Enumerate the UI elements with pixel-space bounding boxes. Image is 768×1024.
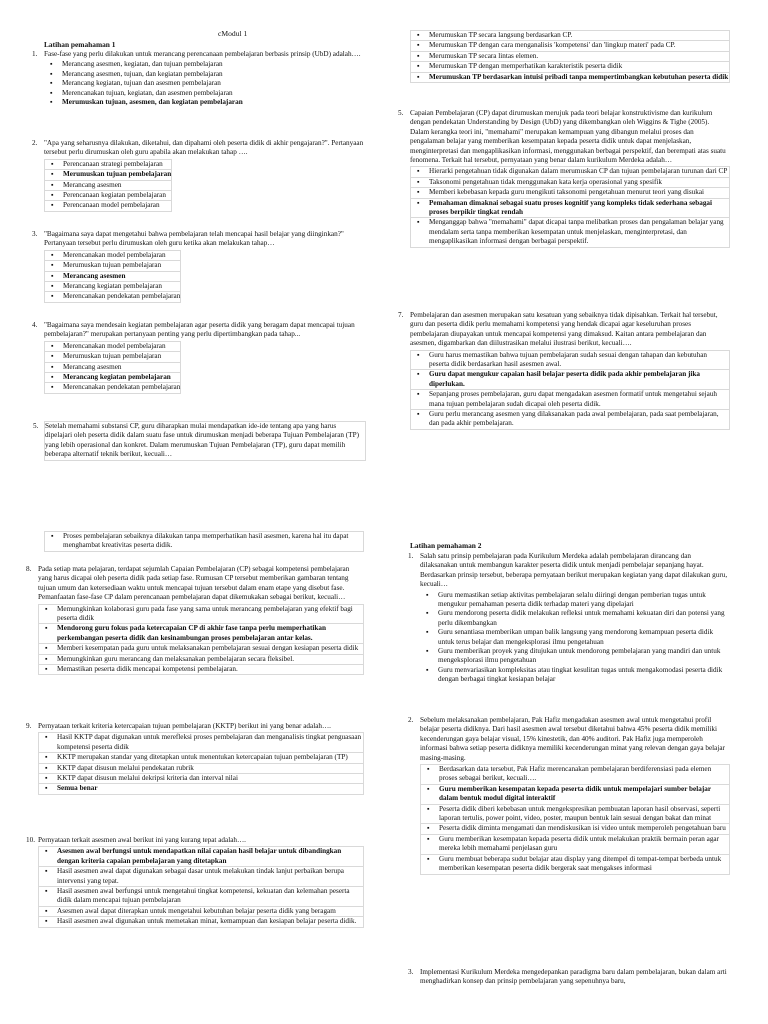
question-text: Pada setiap mata pelajaran, terdapat sejumlah Capaian Pembelajaran (CP) sebagai kompetensi pembelajaran yang harus dicapai oleh peserta didik pada setiap fase. Rumusan CP tersebut memberikan gambaran tentang tujuan umum dan ketersediaan waktu untuk mencapai tujuan tersebut dalam enam etape yang disebut fase. Pemanfaatan fase-fase CP dalam perencanaan pembelajaran dapat dikemukakan sebagai berikut, kecuali… <box>38 565 350 602</box>
option-list <box>44 341 181 394</box>
option-item: ▪ Guru menvariasikan kompleksitas atau tingkat kesulitan tugas untuk mengakomodasi peserta didik dengan berbagai tingkat kesiapan belajar <box>420 666 730 685</box>
option-item: ▪ Merancang asesmen <box>44 362 181 372</box>
question-2 <box>32 139 364 212</box>
question-number: 3. <box>32 230 38 238</box>
option-item: ▪ Merencanakan pendekatan pembelajaran <box>44 382 181 393</box>
option-item: ▪ Perencanaan model pembelajaran <box>44 200 172 211</box>
question-text: Setelah memahami substansi CP, guru diharapkan mulai mendapatkan ide-ide tentang apa yang harus dipelajari oleh peserta didik dalam suatu fase untuk dirumuskan menjadi beberapa Tujuan Pembelajaran (TP) yang lebih operasional dan konkret. Dalam merumuskan Tujuan Pembelajaran (TP), guru dapat memilih beberapa alternatif teknik berikut, kecuali… <box>45 422 359 459</box>
question-number: 4. <box>32 321 38 329</box>
option-item: ▪ Memungkinkan kolaborasi guru pada fase yang sama untuk merancang pembelajaran yang efektif bagi peserta didik <box>38 604 364 624</box>
option-list <box>44 250 181 303</box>
option-item: ▪ Guru membuat beberapa sudut belajar atau display yang ditempel di tempat-tempat berbeda untuk memberikan kesempatan peserta didik bergerak saat mengakses informasi <box>420 854 730 875</box>
option-item: ▪ Hasil asesmen awal berfungsi untuk mengetahui tingkat kompetensi, kekuatan dan kelemahan peserta didik dalam mencapai tujuan pembelajaran <box>38 886 364 906</box>
question-number: 9. <box>26 722 32 730</box>
option-item: ▪ Merancang asesmen, kegiatan, dan tujuan pembelajaran <box>44 60 364 69</box>
question-number: 5. <box>33 422 39 430</box>
option-item: ▪ Guru dapat mengukur capaian hasil belajar peserta didik pada akhir pembelajaran jika diperlukan. <box>410 369 730 389</box>
option-item: ▪ Merancang asesmen <box>44 180 172 190</box>
option-item: ▪ Merumuskan TP dengan cara menganalisis 'kompetensi' dan 'lingkup materi' pada CP. <box>410 40 730 50</box>
section-heading-latihan-1: Latihan pemahaman 1 <box>44 40 116 49</box>
question-5a-options <box>410 29 730 83</box>
option-item: ▪ Guru perlu merancang asesmen yang dilaksanakan pada awal pembelajaran, pada saat pembelajaran, dan pada akhir pembelajaran. <box>410 409 730 430</box>
option-item: ▪ KKTP dapat disusun melalui dekripsi kriteria dan interval nilai <box>38 773 364 783</box>
option-list <box>410 30 730 83</box>
question-1 <box>32 50 364 107</box>
question-number: 2. <box>408 716 414 724</box>
question-text: "Bagaimana saya mendesain kegiatan pembelajaran agar peserta didik yang beragam dapat mencapai tujuan pembelajaran?" merupakan pertanyaan penting yang perlu dipertimbangkan pada tahap... <box>44 321 355 339</box>
option-item: ▪ KKTP merupakan standar yang ditetapkan untuk menentukan ketercapaian tujuan pembelajaran (TP) <box>38 752 364 762</box>
question-text: "Apa yang seharusnya dilakukan, diketahui, dan dipahami oleh peserta didik di akhir pengajaran?". Pertanyaan tersebut perlu dirumuskan oleh guru apabila akan melakukan tahap …. <box>44 139 364 157</box>
option-list <box>38 604 364 676</box>
option-item: ▪ Merumuskan TP secara langsung berdasarkan CP. <box>410 30 730 40</box>
option-item: ▪ Peserta didik diminta mengamati dan mendiskusikan isi video untuk memperoleh pengetahuan baru <box>420 823 730 833</box>
option-item: ▪ Memberi kebebasan kepada guru mengikuti taksonomi pengetahuan menurut teori yang disukai <box>410 187 730 197</box>
question-4 <box>32 321 364 394</box>
option-item: ▪ Merencanakan model pembelajaran <box>44 341 181 351</box>
option-item: ▪ Merancang asesmen <box>44 271 181 281</box>
option-list <box>38 846 364 927</box>
question-text: Capaian Pembelajaran (CP) dapat dirumuskan merujuk pada teori belajar konstruktivisme dan kurikulum dengan pendekatan Understanding by Design (UbD) yang dikembangkan oleh Wiggins & Tighe (2005). Dalam kerangka teori ini, "memahami" merupakan kemampuan yang dibangun melalui proses dan pengalaman belajar yang memberikan kesempatan kepada peserta didik untuk dapat menjelaskan, menginterpretasi dan mengaplikasikan informasi, menggunakan berbagai perspektif, dan berempati atas suatu fenomena. Terkait hal tersebut, pernyataan yang benar dalam kurikulum Merdeka adalah… <box>410 109 726 165</box>
option-item: ▪ Peserta didik diberi kebebasan untuk mengekspresikan pembuatan laporan hasil observasi, seperti laporan tertulis, power point, video, poster, maupun bentuk lain sesuai dengan bakat dan minat <box>420 804 730 824</box>
question-8 <box>26 565 364 675</box>
option-list <box>44 159 172 212</box>
option-item: ▪ Merancang kegiatan, tujuan dan asesmen pembelajaran <box>44 79 364 88</box>
option-item: ▪ Berdasarkan data tersebut, Pak Hafiz merencanakan pembelajaran berdiferensiasi pada elemen proses sebagai berikut, kecuali…. <box>420 764 730 784</box>
option-list <box>410 350 730 430</box>
document-title: cModul 1 <box>218 29 248 38</box>
option-item: ▪ Menganggap bahwa "memahami" dapat dicapai tanpa melibatkan proses dan pengalaman belajar yang mendalam serta tanpa memberikan kesempatan untuk menjelaskan, menginterpretasi, dan mengaplikasikan informasi dengan berbagai perspektif. <box>410 217 730 247</box>
option-item: ▪ Guru memberikan kesempatan kepada peserta didik untuk mempelajari sumber belajar dalam bentuk modul digital interaktif <box>420 784 730 804</box>
option-item: ▪ KKTP dapat disusun melalui pendekatan rubrik <box>38 763 364 773</box>
option-item: ▪ Merencanakan pendekatan pembelajaran <box>44 291 181 302</box>
option-list <box>44 531 364 552</box>
question-text: Sebelum melaksanakan pembelajaran, Pak Hafiz mengadakan asesmen awal untuk mengetahui profil belajar peserta didiknya. Dari hasil asesmen awal tersebut diketahui bahwa 45% peserta didik memiliki kecenderungan gaya belajar visual, 15% kinestetik, dan 40% auditori. Pak Hafiz juga memperoleh informasi bahwa setiap peserta didiknya memiliki kecenderungan minat yang relevan dengan gaya belajar masing-masing. <box>420 716 725 762</box>
option-item: ▪ Guru memastikan setiap aktivitas pembelajaran selalu diiringi dengan pemberian tugas untuk mengukur pemahaman peserta didik terhadap materi yang dipelajari <box>420 591 730 610</box>
option-item: ▪ Guru harus memastikan bahwa tujuan pembelajaran sudah sesuai dengan tahapan dan kebutuhan peserta didik berdasarkan hasil asesmen awal. <box>410 350 730 370</box>
question-number: 2. <box>32 139 38 147</box>
option-item: ▪ Merancang kegiatan pembelajaran <box>44 281 181 291</box>
option-item: ▪ Merencanakan model pembelajaran <box>44 250 181 260</box>
option-item: ▪ Merumuskan tujuan pembelajaran <box>44 169 172 179</box>
option-item: ▪ Sepanjang proses pembelajaran, guru dapat mengadakan asesmen formatif untuk mengetahui sejauh mana tujuan pembelajaran sudah dicapai oleh peserta didik. <box>410 389 730 409</box>
option-list <box>410 166 730 247</box>
option-item: ▪ Guru senantiasa memberikan umpan balik langsung yang mendorong kemampuan peserta didik untuk terus belajar dan mengeksplorasi ilmu pengetahuan <box>420 628 730 647</box>
question-number: 1. <box>32 50 38 58</box>
question-number: 5. <box>398 109 404 117</box>
option-list <box>38 732 364 794</box>
option-list <box>420 764 730 874</box>
question-9 <box>26 722 364 795</box>
question-text: Salah satu prinsip pembelajaran pada Kurikulum Merdeka adalah pembelajaran dirancang dan dilaksanakan untuk membangun karakter peserta didik untuk menjadi pembelajar sepanjang hayat. Berdasarkan prinsip tersebut, beberapa pernyataan berikut merupakan kegiatan yang dapat dilakukan guru, kecuali… <box>420 552 728 589</box>
option-item: ▪ Memastikan peserta didik mencapai kompetensi pembelajaran. <box>38 664 364 675</box>
option-item: ▪ Guru memberikan proyek yang ditujukan untuk mendorong pembelajaran yang mandiri dan untuk mengeksplorasi ilmu pengetahuan <box>420 647 730 666</box>
question-number: 10. <box>26 836 35 844</box>
question-text: Pembelajaran dan asesmen merupakan satu kesatuan yang sebaiknya tidak dipisahkan. Terkait hal tersebut, guru dan peserta didik perlu memahami kompetensi yang hendak dicapai agar keseluruhan proses pembelajaran diupayakan untuk mencapai kompetensi yang dimaksud. Kaitan antara pembelajaran dan asesmen, digambarkan dan diilustrasikan melalui ilustrasi berikut, kecuali…. <box>410 311 718 348</box>
option-item: ▪ Merencanakan tujuan, kegiatan, dan asesmen pembelajaran <box>44 89 364 98</box>
option-item: ▪ Memungkinkan guru merancang dan melaksanakan pembelajaran secara fleksibel. <box>38 654 364 664</box>
option-item: ▪ Merumuskan tujuan pembelajaran <box>44 351 181 361</box>
question-7 <box>398 311 730 430</box>
option-item: ▪ Hasil KKTP dapat digunakan untuk merefleksi proses pembelajaran dan menganalisis tingkat penguasaan kompetensi peserta didik <box>38 732 364 752</box>
latihan2-question-1 <box>408 552 730 685</box>
question-text: Fase-fase yang perlu dilakukan untuk merancang perencanaan pembelajaran berbasis prinsip (UbD) adalah…. <box>44 50 361 58</box>
option-item: ▪ Merancang asesmen, tujuan, dan kegiatan pembelajaran <box>44 70 364 79</box>
option-item: ▪ Mendorong guru fokus pada ketercapaian CP di akhir fase tanpa perlu memperhatikan perkembangan peserta didik dan kesinambungan proses pembelajaran antar kelas. <box>38 623 364 643</box>
question-5b <box>398 109 730 248</box>
option-item: ▪ Merumuskan TP secara lintas elemen. <box>410 51 730 61</box>
option-item: ▪ Merumuskan tujuan, asesmen, dan kegiatan pembelajaran <box>44 98 364 107</box>
option-item: ▪ Guru mendorong peserta didik melakukan refleksi untuk memahami kekuatan diri dan potensi yang perlu dikembangkan <box>420 609 730 628</box>
question-text: Implementasi Kurikulum Merdeka mengedepankan paradigma baru dalam pembelajaran, bukan dalam arti menghadirkan konsep dan prinsip pembelajaran yang sepenuhnya baru, <box>420 968 727 986</box>
option-item: ▪ Perencanaan strategi pembelajaran <box>44 159 172 169</box>
option-item: ▪ Semua benar <box>38 783 364 794</box>
option-item: ▪ Hasil asesmen awal digunakan untuk memetakan minat, kemampuan dan kesiapan belajar peserta didik. <box>38 916 364 927</box>
question-text: Pernyataan terkait asesmen awal berikut ini yang kurang tepat adalah…. <box>38 836 246 844</box>
question-text: "Bagaimana saya dapat mengetahui bahwa pembelajaran telah mencapai hasil belajar yang diinginkan?" Pertanyaan tersebut perlu dirumuskan oleh guru ketika akan melakukan tahap… <box>44 230 344 248</box>
option-item: ▪ Proses pembelajaran sebaiknya dilakukan tanpa memperhatikan hasil asesmen, karena hal itu dapat menghambat kreativitas peserta didik. <box>44 531 364 552</box>
option-item: ▪ Merumuskan tujuan pembelajaran <box>44 260 181 270</box>
option-item: ▪ Hierarki pengetahuan tidak digunakan dalam merumuskan CP dan tujuan pembelajaran turunan dari CP <box>410 166 730 176</box>
question-number: 1. <box>408 552 414 560</box>
option-list <box>420 591 730 685</box>
latihan2-question-2 <box>408 716 730 875</box>
option-list <box>44 60 364 107</box>
option-item: ▪ Asesmen awal dapat diterapkan untuk mengetahui kebutuhan belajar peserta didik yang beragam <box>38 906 364 916</box>
option-item: ▪ Merancang kegiatan pembelajaran <box>44 372 181 382</box>
option-item: ▪ Pemahaman dimaknai sebagai suatu proses kognitif yang kompleks tidak sederhana sebagai proses berpikir tingkat rendah <box>410 198 730 218</box>
latihan2-question-3 <box>408 968 730 987</box>
option-item: ▪ Memberi kesempatan pada guru untuk melaksanakan pembelajaran sesuai dengan kesiapan peserta didik <box>38 643 364 653</box>
question-7-continued <box>44 530 364 552</box>
question-number: 8. <box>26 565 32 573</box>
option-item: ▪ Guru memberikan kesempatan kepada peserta didik untuk melakukan praktik bermain peran agar mereka lebih memahami penjelasan guru <box>420 834 730 854</box>
option-item: ▪ Asesmen awal berfungsi untuk mendapatkan nilai capaian hasil belajar untuk dibandingkan dengan kriteria capaian pembelajaran yang ditetapkan <box>38 846 364 866</box>
question-3 <box>32 230 364 303</box>
option-item: ▪ Perencanaan kegiatan pembelajaran <box>44 190 172 200</box>
question-10 <box>26 836 364 928</box>
question-number: 3. <box>408 968 414 976</box>
question-5a <box>33 421 366 461</box>
option-item: ▪ Merumuskan TP berdasarkan intuisi pribadi tanpa mempertimbangkan kebutuhan peserta didik <box>410 72 730 83</box>
option-item: ▪ Taksonomi pengetahuan tidak menggunakan kata kerja operasional yang spesifik <box>410 177 730 187</box>
option-item: ▪ Merumuskan TP dengan memperhatikan karakteristik peserta didik <box>410 61 730 71</box>
question-number: 7. <box>398 311 404 319</box>
section-heading-latihan-2: Latihan pemahaman 2 <box>410 541 482 550</box>
option-item: ▪ Hasil asesmen awal dapat digunakan sebagai dasar untuk melakukan tindak lanjut perbaikan berupa intervensi yang tepat. <box>38 866 364 886</box>
question-text: Pernyataan terkait kriteria ketercapaian tujuan pembelajaran (KKTP) berikut ini yang benar adalah…. <box>38 722 331 730</box>
